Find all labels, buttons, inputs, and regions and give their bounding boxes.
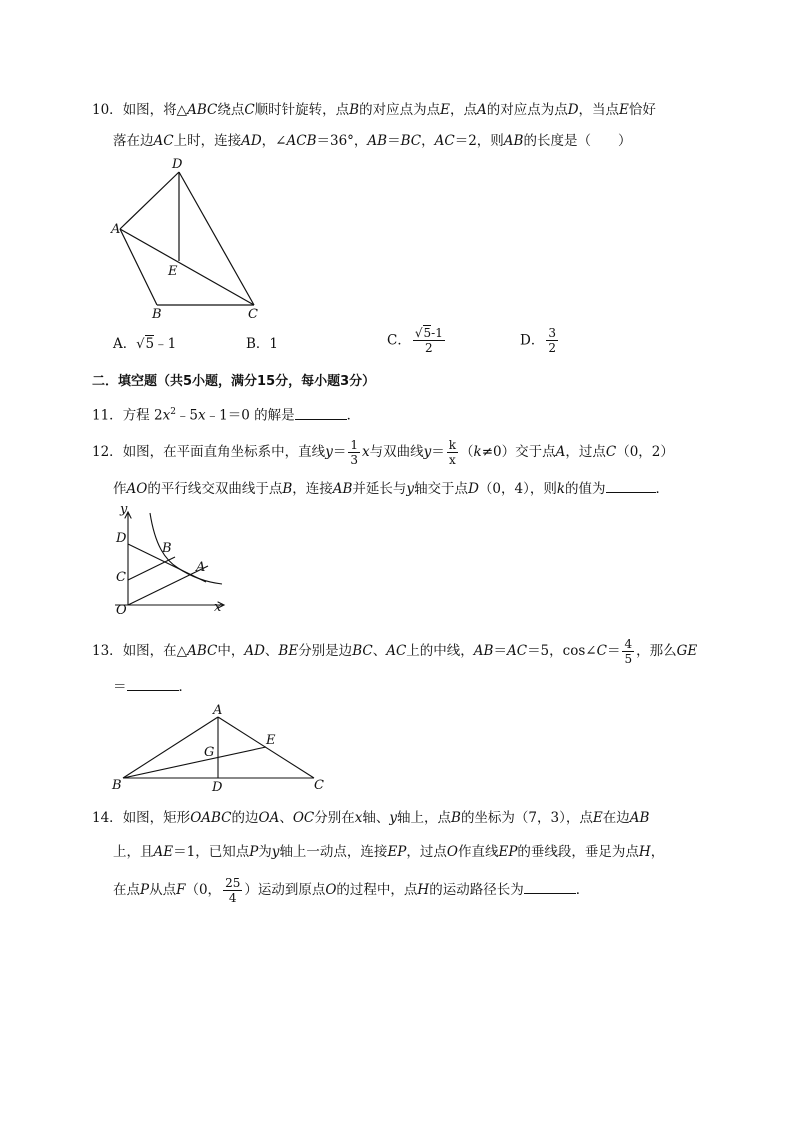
q11-text: 方程 2 — [122, 407, 163, 424]
radicand: 5 — [145, 336, 155, 352]
label-C: C — [248, 307, 258, 322]
fraction-numerator: 4 — [624, 637, 633, 651]
q11-text: x — [162, 407, 171, 424]
q10-text: ，点 — [449, 102, 477, 118]
q10-text: 落在边 — [113, 133, 154, 149]
q12-text: 轴交于点 — [414, 481, 469, 497]
q10-text: ＝ — [387, 133, 401, 149]
q14-text: ， — [650, 844, 665, 860]
q14-text: 如图，矩形 — [122, 810, 191, 826]
q11-text: ． — [346, 407, 361, 424]
q14-text: y — [389, 810, 398, 826]
q11-text: ﹣1＝0 的解是 — [205, 407, 295, 424]
label-D: D — [116, 531, 127, 546]
q12-text: （ — [460, 444, 474, 460]
fraction-denominator: x — [448, 453, 456, 467]
q14-fraction-25-4 — [223, 876, 242, 905]
q13-text: 分别是边 — [298, 643, 353, 659]
q12-text: AO — [126, 481, 148, 497]
label-C: C — [116, 570, 126, 585]
q14-text: 上，且 — [113, 844, 154, 860]
q14-text: ． — [575, 882, 590, 898]
q10-number: 10． — [92, 102, 123, 118]
label-x: x — [214, 600, 222, 615]
q13-text: AB — [473, 643, 494, 659]
fraction-denominator: 4 — [228, 891, 237, 905]
q10-text: A — [476, 102, 487, 118]
q13-text: 上的中线， — [406, 643, 474, 659]
q10-text: 的长度是（ ） — [523, 133, 632, 149]
q12-number: 12． — [92, 444, 123, 460]
q14-text: ＝1，已知点 — [173, 844, 250, 860]
fraction-numerator: 3 — [548, 326, 556, 340]
q14-line3 — [113, 876, 589, 905]
q13-text: AC — [506, 643, 528, 659]
q14-text: 的边 — [231, 810, 259, 826]
q13-text: 如图，在△ — [122, 643, 188, 659]
label-D: D — [212, 780, 223, 795]
q14-text: y — [271, 844, 280, 860]
q12-text: ＝ — [431, 444, 445, 460]
q14-number: 14． — [92, 810, 123, 826]
q10-text: B — [349, 102, 360, 118]
q12-text: y — [325, 444, 333, 460]
q10-text: 的对应点为点 — [359, 102, 441, 118]
label-C: C — [314, 778, 324, 793]
q10-text: ACB — [286, 133, 317, 149]
option-c-label: C． — [387, 332, 411, 349]
q12-text: ，过点 — [565, 444, 606, 460]
q12-text: （0，2） — [616, 444, 674, 460]
q13-text: 、 — [372, 643, 387, 659]
q10-text: 的对应点为点 — [486, 102, 568, 118]
q10-text: AD — [241, 133, 262, 149]
q13-text: AD — [244, 643, 265, 659]
q14-text: OABC — [190, 810, 232, 826]
fraction-denominator: 2 — [548, 341, 556, 355]
q14-text: 在边 — [602, 810, 630, 826]
label-A: A — [196, 560, 206, 575]
q13-text: ＝ — [113, 679, 127, 695]
q14-text: 从点 — [149, 882, 177, 898]
q10-text: 如图，将△ — [122, 102, 188, 118]
q14-text: 的坐标为（7，3），点 — [460, 810, 593, 826]
q12-text: 与双曲线 — [369, 444, 424, 460]
q10-text: 绕点 — [217, 102, 245, 118]
q14-text: AB — [629, 810, 650, 826]
q13-text: ，那么 — [636, 643, 677, 659]
q14-text: O — [325, 882, 337, 898]
q14-text: ）运动到原点 — [244, 882, 326, 898]
q13-text: ． — [178, 679, 192, 695]
q10-text: C — [244, 102, 255, 118]
option-a-tail: ﹣1 — [154, 336, 177, 352]
q13-text: ＝ — [606, 643, 621, 659]
q12-text: 如图，在平面直角坐标系中，直线 — [122, 444, 326, 460]
fraction-numerator: k — [448, 438, 457, 452]
label-B: B — [152, 307, 162, 322]
q14-text: H — [638, 844, 651, 860]
label-y: y — [120, 502, 128, 517]
q12-text: ． — [655, 481, 670, 497]
q10-text: ＝2，则 — [454, 133, 504, 149]
q11-number: 11． — [92, 407, 123, 424]
q12-text: A — [555, 444, 566, 460]
q10-text: E — [619, 102, 629, 118]
label-G: G — [204, 745, 215, 760]
q10-text: AB — [367, 133, 388, 149]
q13-text: 中， — [217, 643, 245, 659]
q10-text: AC — [434, 133, 455, 149]
q12-text: ≠0）交于点 — [481, 444, 556, 460]
q14-text: AE — [153, 844, 174, 860]
q14-text: EP — [387, 844, 407, 860]
q11-text: ﹣5 — [175, 407, 199, 424]
sqrt-sign: √ — [136, 337, 145, 352]
q14-text: 轴上，点 — [397, 810, 452, 826]
q12-text: y — [406, 481, 415, 497]
q14-text: 、 — [279, 810, 293, 826]
q10-text: 顺时针旋转，点 — [254, 102, 350, 118]
q13-text: GE — [676, 643, 698, 659]
q10-text: AC — [153, 133, 174, 149]
q14-text: 作直线 — [457, 844, 499, 860]
q10-text: ，当点 — [578, 102, 620, 118]
q12-text: B — [282, 481, 293, 497]
q13-text: ABC — [187, 643, 218, 659]
q10-text: BC — [400, 133, 422, 149]
q14-text: P — [140, 882, 150, 898]
q10-text: ABC — [187, 102, 218, 118]
q12-text: 的值为 — [565, 481, 606, 497]
q13-text: BE — [278, 643, 299, 659]
fraction-denominator: 2 — [425, 341, 433, 355]
q10-text: 上时，连接 — [173, 133, 242, 149]
q13-number: 13． — [92, 643, 123, 659]
q13-text: AC — [386, 643, 407, 659]
q14-text: 分别在 — [314, 810, 355, 826]
q12-text: y — [423, 444, 432, 460]
q12-text: C — [605, 444, 617, 460]
fraction-denominator: 3 — [350, 453, 358, 467]
q14-text: B — [451, 810, 461, 826]
option-a-label: A． — [113, 336, 137, 352]
fraction-numerator: 1 — [350, 438, 358, 452]
q14-text: OC — [292, 810, 315, 826]
label-D: D — [172, 157, 183, 172]
q14-text: 的过程中，点 — [336, 882, 418, 898]
q12-text: k — [556, 481, 566, 497]
q13-text: BC — [352, 643, 373, 659]
label-E: E — [168, 264, 178, 279]
label-B: B — [112, 778, 122, 793]
q12-text: 的平行线交双曲线于点 — [147, 481, 283, 497]
q12-text: （0，4），则 — [478, 481, 557, 497]
q14-text: 的垂线段，垂足为点 — [517, 844, 639, 860]
q14-text: H — [417, 882, 430, 898]
q12-text: x — [361, 444, 370, 460]
q14-text: 为 — [258, 844, 272, 860]
q10-text: D — [567, 102, 579, 118]
q14-text: ，过点 — [406, 844, 447, 860]
q12-text: AB — [332, 481, 353, 497]
q10-text: ， — [421, 133, 435, 149]
label-E: E — [266, 733, 276, 748]
q14-text: E — [592, 810, 603, 826]
q14-text: F — [176, 882, 186, 898]
q12-text: ＝ — [332, 444, 347, 460]
label-B: B — [162, 541, 172, 556]
q11-text: x — [198, 407, 206, 424]
q13-text: ＝ — [493, 643, 507, 659]
q14-text: 的运动路径长为 — [429, 882, 524, 898]
option-d-label: D． — [520, 332, 545, 349]
fraction-denominator: 5 — [624, 652, 633, 666]
q13-text: ＝5，cos∠ — [527, 643, 597, 659]
label-A: A — [213, 703, 223, 718]
q10-text: 恰好 — [628, 102, 656, 118]
q11-exponent: 2 — [170, 407, 176, 417]
q14-text: 在点 — [113, 882, 140, 898]
q14-text: EP — [498, 844, 518, 860]
q14-text: P — [249, 844, 259, 860]
q10-text: ＝36°， — [316, 133, 368, 149]
q10-text: ，∠ — [261, 133, 287, 149]
sqrt-sign: √ — [414, 326, 423, 340]
label-O: O — [116, 603, 127, 618]
label-A: A — [111, 222, 121, 237]
q14-text: 轴、 — [362, 810, 390, 826]
q12-text: ，连接 — [292, 481, 333, 497]
q12-text: k — [473, 444, 482, 460]
q14-line2 — [113, 842, 664, 862]
q10-text: E — [440, 102, 450, 118]
answer-blank[interactable] — [524, 879, 576, 894]
q14-line1 — [92, 808, 649, 828]
q14-text: OA — [258, 810, 280, 826]
q12-text: 并延长与 — [352, 481, 407, 497]
option-b-label: B．1 — [246, 336, 279, 352]
q14-text: （0， — [185, 882, 222, 898]
fraction-numerator: 25 — [225, 876, 241, 890]
q10-text: AB — [503, 133, 524, 149]
segment-BE — [123, 747, 266, 778]
q12-text: D — [468, 481, 479, 497]
q13-text: C — [596, 643, 607, 659]
radicand: 5 — [423, 326, 432, 340]
q14-text: O — [446, 844, 458, 860]
section-heading: 二．填空题（共5小题，满分15分，每小题3分） — [92, 374, 376, 389]
q13-text: 、 — [264, 643, 279, 659]
numerator-tail: -1 — [431, 326, 443, 340]
q14-text: 轴上一动点，连接 — [279, 844, 388, 860]
q14-text: x — [354, 810, 363, 826]
q12-text: 作 — [113, 481, 127, 497]
